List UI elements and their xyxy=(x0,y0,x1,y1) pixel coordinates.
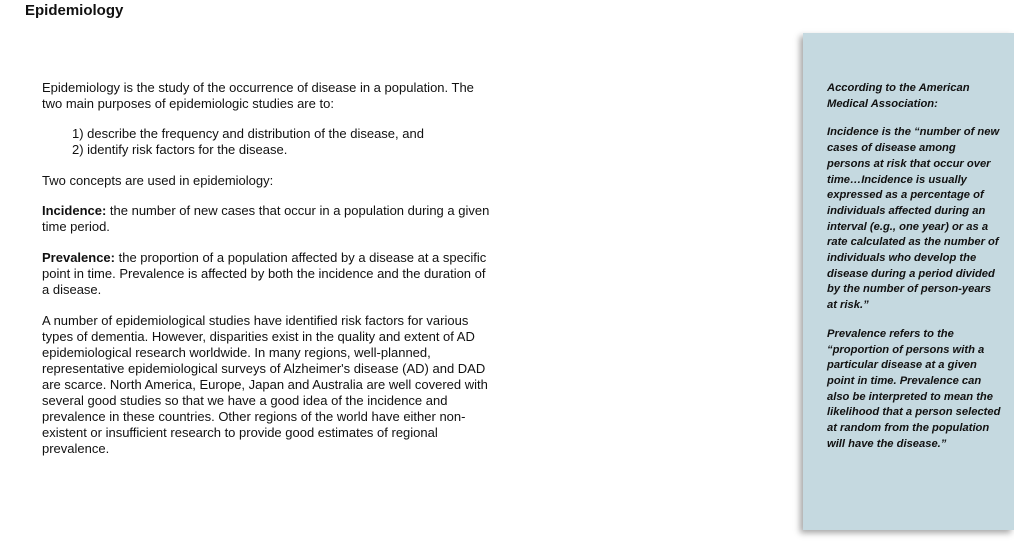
incidence-definition xyxy=(42,203,492,235)
purpose-item-describe: 1) describe the frequency and distribution of the disease, and xyxy=(72,126,424,141)
incidence-term: Incidence: xyxy=(42,203,107,218)
purpose-list xyxy=(72,126,492,158)
intro-paragraph: Epidemiology is the study of the occurrence of disease in a population. The two main purposes of epidemiologic studies are to: xyxy=(42,80,474,111)
studies-paragraph: A number of epidemiological studies have identified risk factors for various types of dementia. However, disparities exist in the quality and extent of AD epidemiological research worldwide. In many regions, well-planned, representative epidemiological surveys of Alzheimer's disease (AD) and DAD are scarce. North America, Europe, Japan and Australia are well covered with several good studies so that we have a good idea of the incidence and prevalence in these countries. Other regions of the world have either non-existent or insufficient research to provide good estimates of regional prevalence. xyxy=(42,313,488,456)
sidebar-incidence-quote: Incidence is the “number of new cases of disease among persons at risk that occur over time…Incidence is usually expressed as a percentage of individuals affected during an interval (e.g., one year) or as a rate calculated as the number of individuals who develop the disease during a period divided by the number of person-years at risk.” xyxy=(827,126,1000,312)
page-title: Epidemiology xyxy=(25,2,124,19)
purpose-item-identify: 2) identify risk factors for the disease. xyxy=(72,142,288,157)
incidence-text: the number of new cases that occur in a population during a given time period. xyxy=(42,203,490,234)
prevalence-definition xyxy=(42,250,492,298)
sidebar-source: According to the American Medical Association: xyxy=(827,82,970,110)
sidebar-prevalence-quote: Prevalence refers to the “proportion of persons with a particular disease at a given point in time. Prevalence can also be interpreted to mean the likelihood that a person selected at random from the population will have the disease.” xyxy=(827,327,1001,450)
sidebar-callout xyxy=(803,33,1014,530)
prevalence-term: Prevalence: xyxy=(42,250,115,265)
main-content xyxy=(42,80,492,457)
concepts-intro: Two concepts are used in epidemiology: xyxy=(42,173,274,188)
prevalence-text: the proportion of a population affected by a disease at a specific point in time. Prevalence is affected by both the incidence and the duration of a disease. xyxy=(42,250,487,297)
